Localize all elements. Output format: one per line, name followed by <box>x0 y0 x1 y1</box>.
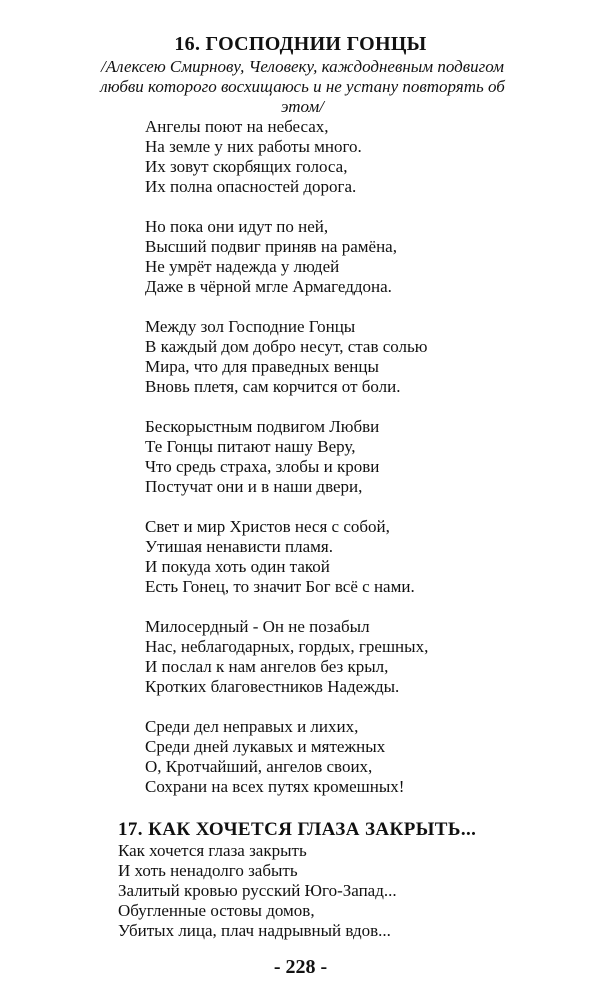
verse-line: Залитый кровью русский Юго-Запад... <box>118 881 397 900</box>
verse-line: Постучат они и в наши двери, <box>145 477 363 496</box>
verse-line: Как хочется глаза закрыть <box>118 841 307 860</box>
verse-line: Ангелы поют на небесах, <box>145 117 329 136</box>
verse-line: Убитых лица, плач надрывный вдов... <box>118 921 391 940</box>
verse-line: И покуда хоть один такой <box>145 557 330 576</box>
verse-line: Их зовут скорбящих голоса, <box>145 157 348 176</box>
verse-line: Высший подвиг приняв на рамёна, <box>145 237 397 256</box>
verse-line: Обугленные остовы домов, <box>118 901 315 920</box>
verse-line: И хоть ненадолго забыть <box>118 861 298 880</box>
verse-line: Есть Гонец, то значит Бог всё с нами. <box>145 577 415 596</box>
verse-line: Вновь плетя, сам корчится от боли. <box>145 377 401 396</box>
poem-16-dedication <box>40 57 565 117</box>
verse-line: Даже в чёрной мгле Армагеддона. <box>145 277 392 296</box>
stanza <box>145 617 565 697</box>
verse-line: Между зол Господние Гонцы <box>145 317 356 336</box>
poem-17-body <box>118 819 558 941</box>
verse-line: В каждый дом добро несут, став солью <box>145 337 428 356</box>
verse-line: И послал к нам ангелов без крыл, <box>145 657 389 676</box>
dedication-line: этом/ <box>281 97 324 116</box>
stanza <box>145 717 565 797</box>
verse-line: Мира, что для праведных венцы <box>145 357 379 376</box>
dedication-line: любви которого восхищаюсь и не устану повторять об <box>100 77 505 96</box>
stanza <box>145 317 565 397</box>
verse-line: Нас, неблагодарных, гордых, грешных, <box>145 637 429 656</box>
dedication-line: /Алексею Смирнову, Человеку, каждодневным подвигом <box>101 57 504 76</box>
verse-line: Бескорыстным подвигом Любви <box>145 417 380 436</box>
verse-line: Утишая ненависти пламя. <box>145 537 333 556</box>
verse-line: Среди дней лукавых и мятежных <box>145 737 386 756</box>
stanza <box>145 517 565 597</box>
verse-line: На земле у них работы много. <box>145 137 362 156</box>
poem-16-title: 16. ГОСПОДНИИ ГОНЦЫ <box>174 33 427 55</box>
verse-line: Что средь страха, злобы и крови <box>145 457 380 476</box>
verse-line: Милосердный - Он не позабыл <box>145 617 370 636</box>
verse-line: Свет и мир Христов неся с собой, <box>145 517 390 536</box>
verse-line: Их полна опасностей дорога. <box>145 177 357 196</box>
stanza <box>145 417 565 497</box>
verse-line: Но пока они идут по ней, <box>145 217 329 236</box>
poem-16-body <box>145 117 565 817</box>
verse-line: Сохрани на всех путях кромешных! <box>145 777 405 796</box>
verse-line: Кротких благовестников Надежды. <box>145 677 400 696</box>
poem-17-title: 17. КАК ХОЧЕТСЯ ГЛАЗА ЗАКРЫТЬ... <box>118 819 477 840</box>
stanza <box>145 217 565 297</box>
verse-line: Среди дел неправых и лихих, <box>145 717 359 736</box>
verse-line: Не умрёт надежда у людей <box>145 257 340 276</box>
stanza <box>145 117 565 197</box>
page-number: - 228 - <box>273 956 328 978</box>
verse-line: Те Гонцы питают нашу Веру, <box>145 437 356 456</box>
verse-line: О, Кротчайший, ангелов своих, <box>145 757 373 776</box>
